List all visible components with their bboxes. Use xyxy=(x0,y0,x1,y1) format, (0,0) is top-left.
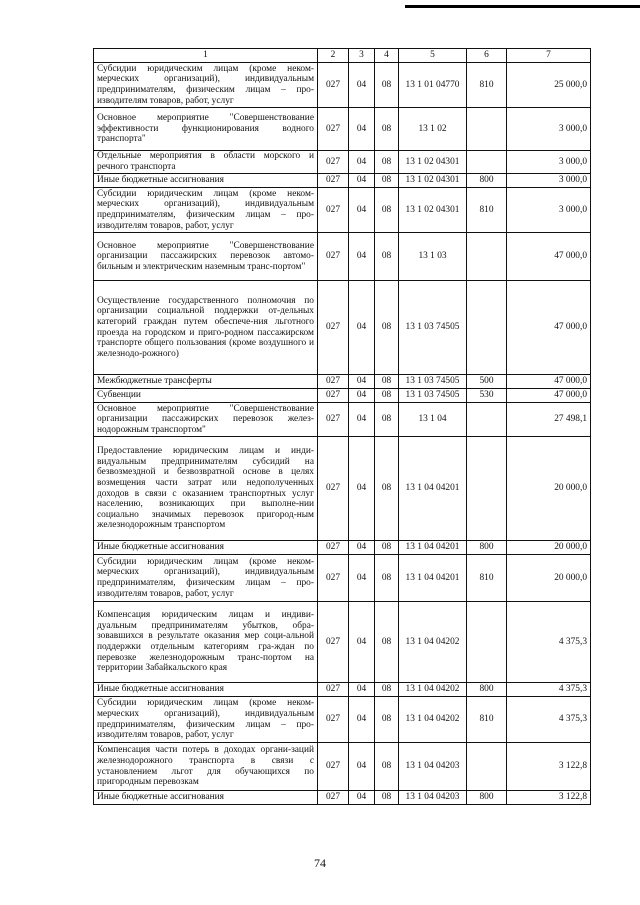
amount: 20 000,0 xyxy=(507,541,591,555)
expense-type: 810 xyxy=(467,188,507,233)
admin-code: 027 xyxy=(318,791,349,805)
row-name: Основное мероприятие "Совершенствование эффективности функционирования водного транспорта" xyxy=(94,108,318,151)
admin-code: 027 xyxy=(318,403,349,437)
amount: 3 000,0 xyxy=(507,151,591,174)
budget-table xyxy=(93,48,591,805)
col-header: 3 xyxy=(349,49,375,63)
subsection-code: 08 xyxy=(375,151,399,174)
subsection-code: 08 xyxy=(375,555,399,602)
target-code: 13 1 03 74505 xyxy=(399,281,467,375)
target-code: 13 1 03 74505 xyxy=(399,375,467,389)
table-row xyxy=(94,174,591,188)
amount: 4 375,3 xyxy=(507,602,591,683)
expense-type: 810 xyxy=(467,555,507,602)
section-code: 04 xyxy=(349,108,375,151)
expense-type xyxy=(467,151,507,174)
subsection-code: 08 xyxy=(375,188,399,233)
admin-code: 027 xyxy=(318,281,349,375)
section-code: 04 xyxy=(349,743,375,791)
table-row xyxy=(94,697,591,743)
target-code: 13 1 04 04202 xyxy=(399,602,467,683)
section-code: 04 xyxy=(349,281,375,375)
table-row xyxy=(94,403,591,437)
subsection-code: 08 xyxy=(375,683,399,697)
subsection-code: 08 xyxy=(375,375,399,389)
admin-code: 027 xyxy=(318,174,349,188)
row-name: Отдельные мероприятия в области морского и речного транспорта xyxy=(94,151,318,174)
target-code: 13 1 02 04301 xyxy=(399,188,467,233)
subsection-code: 08 xyxy=(375,63,399,108)
row-name: Субвенции xyxy=(94,389,318,403)
col-header: 7 xyxy=(507,49,591,63)
subsection-code: 08 xyxy=(375,541,399,555)
section-code: 04 xyxy=(349,602,375,683)
page-number: 74 xyxy=(314,856,326,870)
target-code: 13 1 04 04202 xyxy=(399,697,467,743)
target-code: 13 1 04 04201 xyxy=(399,437,467,541)
amount: 47 000,0 xyxy=(507,375,591,389)
amount: 3 000,0 xyxy=(507,108,591,151)
admin-code: 027 xyxy=(318,233,349,281)
admin-code: 027 xyxy=(318,555,349,602)
expense-type: 810 xyxy=(467,63,507,108)
target-code: 13 1 03 xyxy=(399,233,467,281)
row-name: Субсидии юридическим лицам (кроме неком-мерческих организаций), индивидуальным предпринимателям, физическим лицам – про-изводителям товаров, работ, услуг xyxy=(94,555,318,602)
amount: 4 375,3 xyxy=(507,697,591,743)
expense-type xyxy=(467,108,507,151)
table-row xyxy=(94,437,591,541)
expense-type xyxy=(467,437,507,541)
subsection-code: 08 xyxy=(375,743,399,791)
target-code: 13 1 04 04202 xyxy=(399,683,467,697)
expense-type xyxy=(467,281,507,375)
table-row xyxy=(94,188,591,233)
table-row xyxy=(94,281,591,375)
col-header: 6 xyxy=(467,49,507,63)
amount: 47 000,0 xyxy=(507,389,591,403)
row-name: Основное мероприятие "Совершенствование организации пассажирских перевозок автомо-бильным и электрическим наземным транс-портом" xyxy=(94,233,318,281)
amount: 20 000,0 xyxy=(507,555,591,602)
target-code: 13 1 02 xyxy=(399,108,467,151)
amount: 27 498,1 xyxy=(507,403,591,437)
row-name: Компенсация юридическим лицам и индиви-дуальным предпринимателям убытков, обра-зовавшихся в результате оказания мер соци-альной поддержки отдельным категориям гра-ждан по перевозке железнодорожным транс-портом на территории Забайкальского края xyxy=(94,602,318,683)
expense-type xyxy=(467,403,507,437)
row-name: Субсидии юридическим лицам (кроме неком-мерческих организаций), индивидуальным предпринимателям, физическим лицам – про-изводителям товаров, работ, услуг xyxy=(94,63,318,108)
section-code: 04 xyxy=(349,233,375,281)
amount: 20 000,0 xyxy=(507,437,591,541)
section-code: 04 xyxy=(349,389,375,403)
header-row xyxy=(94,49,591,63)
admin-code: 027 xyxy=(318,541,349,555)
target-code: 13 1 02 04301 xyxy=(399,174,467,188)
row-name: Иные бюджетные ассигнования xyxy=(94,683,318,697)
admin-code: 027 xyxy=(318,188,349,233)
target-code: 13 1 04 04203 xyxy=(399,791,467,805)
expense-type xyxy=(467,233,507,281)
admin-code: 027 xyxy=(318,389,349,403)
table-row xyxy=(94,555,591,602)
amount: 47 000,0 xyxy=(507,281,591,375)
expense-type: 800 xyxy=(467,791,507,805)
target-code: 13 1 04 xyxy=(399,403,467,437)
admin-code: 027 xyxy=(318,602,349,683)
col-header: 1 xyxy=(94,49,318,63)
col-header: 2 xyxy=(318,49,349,63)
row-name: Иные бюджетные ассигнования xyxy=(94,174,318,188)
row-name: Иные бюджетные ассигнования xyxy=(94,541,318,555)
admin-code: 027 xyxy=(318,375,349,389)
row-name: Компенсация части потерь в доходах органи-заций железнодорожного транспорта в связи с установлением льгот для обучающихся по пригородным перевозкам xyxy=(94,743,318,791)
row-name: Иные бюджетные ассигнования xyxy=(94,791,318,805)
amount: 3 122,8 xyxy=(507,743,591,791)
subsection-code: 08 xyxy=(375,174,399,188)
subsection-code: 08 xyxy=(375,791,399,805)
section-code: 04 xyxy=(349,174,375,188)
section-code: 04 xyxy=(349,541,375,555)
section-code: 04 xyxy=(349,375,375,389)
table-row xyxy=(94,233,591,281)
section-code: 04 xyxy=(349,403,375,437)
amount: 25 000,0 xyxy=(507,63,591,108)
table-row xyxy=(94,683,591,697)
amount: 4 375,3 xyxy=(507,683,591,697)
target-code: 13 1 04 04201 xyxy=(399,541,467,555)
table-row xyxy=(94,108,591,151)
subsection-code: 08 xyxy=(375,697,399,743)
section-code: 04 xyxy=(349,791,375,805)
section-code: 04 xyxy=(349,151,375,174)
subsection-code: 08 xyxy=(375,437,399,541)
subsection-code: 08 xyxy=(375,233,399,281)
section-code: 04 xyxy=(349,683,375,697)
expense-type xyxy=(467,602,507,683)
amount: 3 000,0 xyxy=(507,174,591,188)
target-code: 13 1 01 04770 xyxy=(399,63,467,108)
subsection-code: 08 xyxy=(375,403,399,437)
row-name: Осуществление государственного полномочия по организации социальной поддержки от-дельных категорий граждан путем обеспече-ния льготного проезда на городском и приго-родном пассажирском транспорте общего пользования (кроме воздушного и железнодо-рожного) xyxy=(94,281,318,375)
row-name: Субсидии юридическим лицам (кроме неком-мерческих организаций), индивидуальным предпринимателям, физическим лицам – про-изводителям товаров, работ, услуг xyxy=(94,697,318,743)
target-code: 13 1 04 04203 xyxy=(399,743,467,791)
admin-code: 027 xyxy=(318,683,349,697)
expense-type: 800 xyxy=(467,174,507,188)
admin-code: 027 xyxy=(318,437,349,541)
table-row xyxy=(94,151,591,174)
row-name: Субсидии юридическим лицам (кроме неком-мерческих организаций), индивидуальным предпринимателям, физическим лицам – про-изводителям товаров, работ, услуг xyxy=(94,188,318,233)
expense-type: 800 xyxy=(467,683,507,697)
table-row xyxy=(94,63,591,108)
expense-type xyxy=(467,743,507,791)
admin-code: 027 xyxy=(318,697,349,743)
table-row xyxy=(94,375,591,389)
section-code: 04 xyxy=(349,437,375,541)
top-rule xyxy=(405,5,640,8)
admin-code: 027 xyxy=(318,743,349,791)
row-name: Межбюджетные трансферты xyxy=(94,375,318,389)
amount: 47 000,0 xyxy=(507,233,591,281)
subsection-code: 08 xyxy=(375,281,399,375)
row-name: Основное мероприятие "Совершенствование организации пассажирских перевозок желез-нодорожным транспортом" xyxy=(94,403,318,437)
col-header: 5 xyxy=(399,49,467,63)
section-code: 04 xyxy=(349,63,375,108)
expense-type: 500 xyxy=(467,375,507,389)
expense-type: 810 xyxy=(467,697,507,743)
row-name: Предоставление юридическим лицам и инди-видуальным предпринимателям субсидий на безвозмездной и безвозвратной основе в целях возмещения части затрат или недополученных доходов в связи с оказанием транспортных услуг населению, возникающих при выполне-нии социально значимых перевозок пригород-ным железнодорожным транспортом xyxy=(94,437,318,541)
expense-type: 530 xyxy=(467,389,507,403)
table-row xyxy=(94,743,591,791)
section-code: 04 xyxy=(349,188,375,233)
target-code: 13 1 03 74505 xyxy=(399,389,467,403)
amount: 3 000,0 xyxy=(507,188,591,233)
expense-type: 800 xyxy=(467,541,507,555)
subsection-code: 08 xyxy=(375,389,399,403)
col-header: 4 xyxy=(375,49,399,63)
amount: 3 122,8 xyxy=(507,791,591,805)
table-row xyxy=(94,791,591,805)
subsection-code: 08 xyxy=(375,602,399,683)
target-code: 13 1 02 04301 xyxy=(399,151,467,174)
subsection-code: 08 xyxy=(375,108,399,151)
table-row xyxy=(94,389,591,403)
admin-code: 027 xyxy=(318,151,349,174)
table-row xyxy=(94,541,591,555)
table-row xyxy=(94,602,591,683)
section-code: 04 xyxy=(349,697,375,743)
target-code: 13 1 04 04201 xyxy=(399,555,467,602)
admin-code: 027 xyxy=(318,108,349,151)
section-code: 04 xyxy=(349,555,375,602)
admin-code: 027 xyxy=(318,63,349,108)
